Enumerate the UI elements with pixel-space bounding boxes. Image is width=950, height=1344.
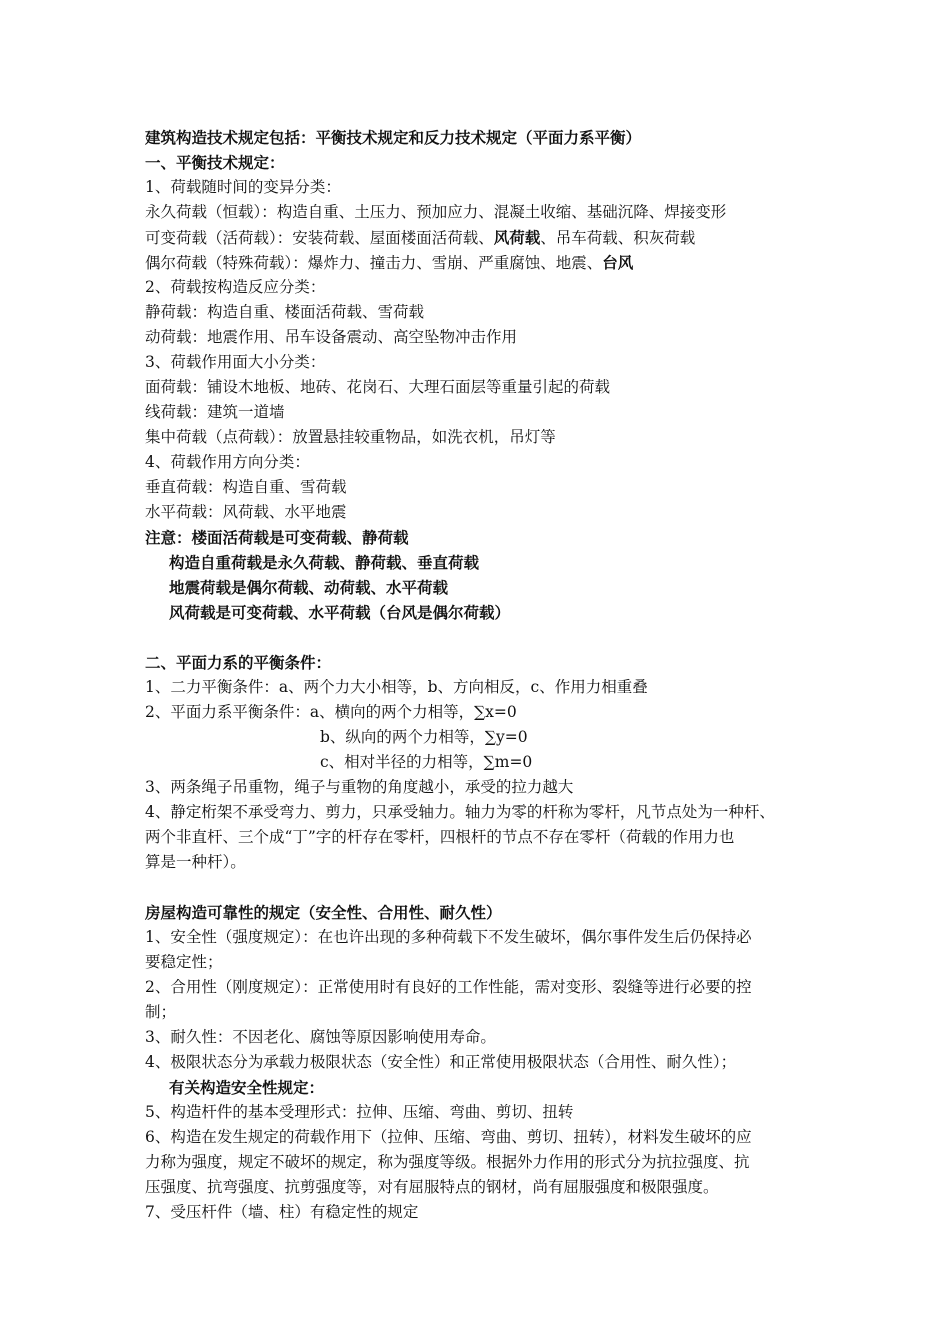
list-item: 4、极限状态分为承载力极限状态（安全性）和正常使用极限状态（合用性、耐久性）； — [145, 1053, 737, 1071]
list-item: 7、受压杆件（墙、柱）有稳定性的规定 — [145, 1203, 419, 1221]
list-item: 5、构造杆件的基本受理形式：拉伸、压缩、弯曲、剪切、扭转 — [145, 1103, 574, 1121]
list-item: 水平荷载：风荷载、水平地震 — [145, 503, 347, 521]
bold-text-run: 风荷载 — [493, 228, 541, 247]
list-item: 制； — [145, 1003, 177, 1021]
list-item: 要稳定性； — [145, 953, 223, 971]
list-item: 动荷载：地震作用、吊车设备震动、高空坠物冲击作用 — [145, 328, 518, 346]
note-line: 地震荷载是偶尔荷载、动荷载、水平荷载 — [169, 578, 449, 597]
list-item: 2、荷载按构造反应分类： — [145, 278, 326, 296]
list-item: 面荷载：铺设木地板、地砖、花岗石、大理石面层等重量引起的荷载 — [145, 378, 611, 396]
note-line: 注意：楼面活荷载是可变荷载、静荷载 — [145, 528, 409, 547]
list-item: 线荷载：建筑一道墙 — [145, 403, 285, 421]
note-line: 风荷载是可变荷载、水平荷载（台风是偶尔荷载） — [169, 603, 511, 622]
list-item: 1、安全性（强度规定）：在也许出现的多种荷载下不发生破坏，偶尔事件发生后仍保持必 — [145, 928, 752, 946]
list-item: 4、静定桁架不承受弯力、剪力，只承受轴力。轴力为零的杆称为零杆，凡节点处为一种杆、 — [145, 803, 775, 821]
list-item: 压强度、抗弯强度、抗剪强度等，对有屈服特点的钢材，尚有屈服强度和极限强度。 — [145, 1178, 719, 1196]
doc-title: 建筑构造技术规定包括：平衡技术规定和反力技术规定（平面力系平衡） — [145, 128, 642, 147]
section-1-heading: 一、平衡技术规定： — [145, 153, 285, 172]
text-run: 可变荷载（活荷载）：安装荷载、屋面楼面活荷载、 — [145, 229, 494, 247]
subheading: 有关构造安全性规定： — [169, 1078, 325, 1097]
list-item — [145, 225, 825, 250]
list-item: 永久荷载（恒载）：构造自重、土压力、预加应力、混凝土收缩、基础沉降、焊接变形 — [145, 203, 727, 221]
spacer — [145, 625, 825, 650]
list-item: c、相对半径的力相等，∑m=0 — [320, 753, 533, 771]
document-body — [145, 125, 825, 1225]
text-run: 偶尔荷载（特殊荷载）：爆炸力、撞击力、雪崩、严重腐蚀、地震、 — [145, 254, 603, 272]
list-item: 两个非直杆、三个成“丁”字的杆存在零杆，四根杆的节点不存在零杆（荷载的作用力也 — [145, 828, 735, 846]
list-item: 3、两条绳子吊重物，绳子与重物的角度越小，承受的拉力越大 — [145, 778, 574, 796]
bold-text-run: 台风 — [602, 253, 634, 272]
note-line: 构造自重荷载是永久荷载、静荷载、垂直荷载 — [169, 553, 480, 572]
list-item: 静荷载：构造自重、楼面活荷载、雪荷载 — [145, 303, 425, 321]
list-item: 算是一种杆）。 — [145, 853, 246, 871]
list-item: 集中荷载（点荷载）：放置悬挂较重物品，如洗衣机，吊灯等 — [145, 428, 556, 446]
list-item: 3、荷载作用面大小分类： — [145, 353, 326, 371]
list-item: 4、荷载作用方向分类： — [145, 453, 310, 471]
list-item: 6、构造在发生规定的荷载作用下（拉伸、压缩、弯曲、剪切、扭转），材料发生破坏的应 — [145, 1128, 752, 1146]
list-item: 1、荷载随时间的变异分类： — [145, 178, 341, 196]
list-item: 2、平面力系平衡条件：a、横向的两个力相等，∑x=0 — [145, 703, 517, 721]
list-item: 2、合用性（刚度规定）：正常使用时有良好的工作性能，需对变形、裂缝等进行必要的控 — [145, 978, 752, 996]
text-run: 、吊车荷载、积灰荷载 — [540, 229, 696, 247]
section-2-heading: 二、平面力系的平衡条件： — [145, 653, 332, 672]
list-item: b、纵向的两个力相等，∑y=0 — [320, 728, 528, 746]
section-3-heading: 房屋构造可靠性的规定（安全性、合用性、耐久性） — [145, 903, 502, 922]
list-item: 力称为强度，规定不破坏的规定，称为强度等级。根据外力作用的形式分为抗拉强度、抗 — [145, 1153, 750, 1171]
list-item: 垂直荷载：构造自重、雪荷载 — [145, 478, 347, 496]
spacer — [145, 875, 825, 900]
list-item — [145, 250, 825, 275]
list-item: 1、二力平衡条件：a、两个力大小相等，b、方向相反，c、作用力相重叠 — [145, 678, 648, 696]
list-item: 3、耐久性：不因老化、腐蚀等原因影响使用寿命。 — [145, 1028, 496, 1046]
